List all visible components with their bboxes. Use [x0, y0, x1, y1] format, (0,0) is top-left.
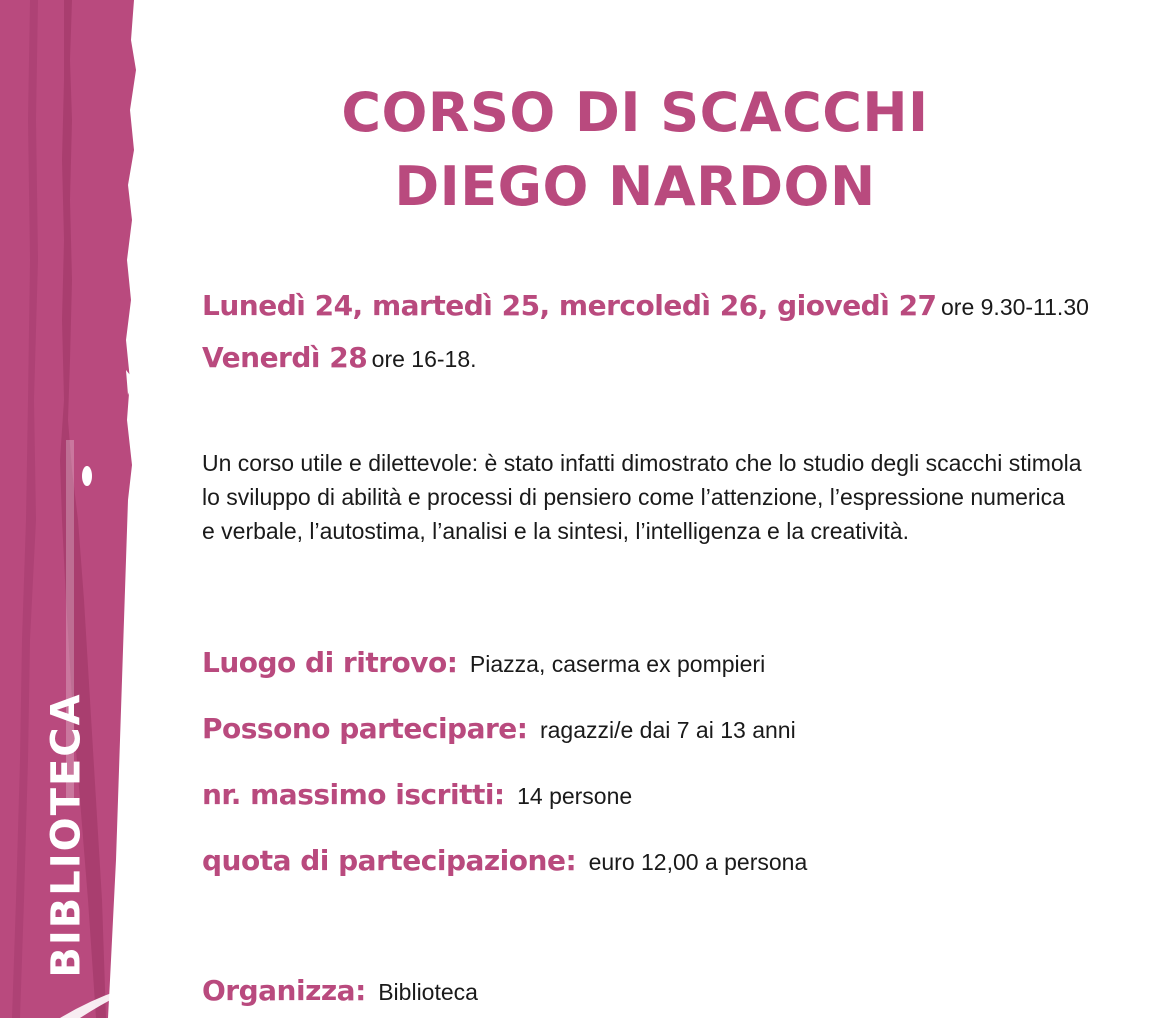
schedule-line-2: [202, 335, 1142, 387]
side-label-text: BIBLIOTECA: [44, 692, 90, 978]
side-band: [0, 0, 150, 1018]
title-line-2: DIEGO NARDON: [394, 155, 876, 218]
max-label: nr. massimo iscritti:: [202, 778, 505, 811]
fee-value: euro 12,00 a persona: [588, 849, 808, 875]
info-row-max: [202, 772, 1102, 838]
schedule-days-1: Lunedì 24, martedì 25, mercoledì 26, giovedì 27: [202, 289, 937, 322]
page-title: [300, 76, 970, 224]
participants-label: Possono partecipare:: [202, 712, 528, 745]
schedule: [202, 283, 1142, 387]
organizer: [202, 968, 478, 1019]
organizer-label: Organizza:: [202, 974, 366, 1007]
info-row-participants: [202, 706, 1102, 772]
organizer-value: Biblioteca: [378, 979, 478, 1005]
info-row-location: [202, 640, 1102, 706]
participants-value: ragazzi/e dai 7 ai 13 anni: [539, 717, 796, 743]
info-list: [202, 640, 1102, 904]
side-label: [42, 692, 92, 978]
fee-label: quota di partecipazione:: [202, 844, 577, 877]
location-value: Piazza, caserma ex pompieri: [469, 651, 766, 677]
schedule-time-2: ore 16-18.: [371, 346, 477, 372]
schedule-line-1: [202, 283, 1142, 335]
max-value: 14 persone: [517, 783, 633, 809]
course-description: Un corso utile e dilettevole: è stato infatti dimostrato che lo studio degli scacchi stimola lo sviluppo di abilità e processi di pensiero come l’attenzione, l’espressione numerica e verbale, l’autostima, l’analisi e la sintesi, l’intelligenza e la creatività.: [202, 450, 1082, 544]
title-line-1: CORSO DI SCACCHI: [341, 81, 929, 144]
schedule-time-1: ore 9.30-11.30: [941, 294, 1089, 320]
info-row-fee: [202, 838, 1102, 904]
location-label: Luogo di ritrovo:: [202, 646, 458, 679]
schedule-days-2: Venerdì 28: [202, 341, 368, 374]
